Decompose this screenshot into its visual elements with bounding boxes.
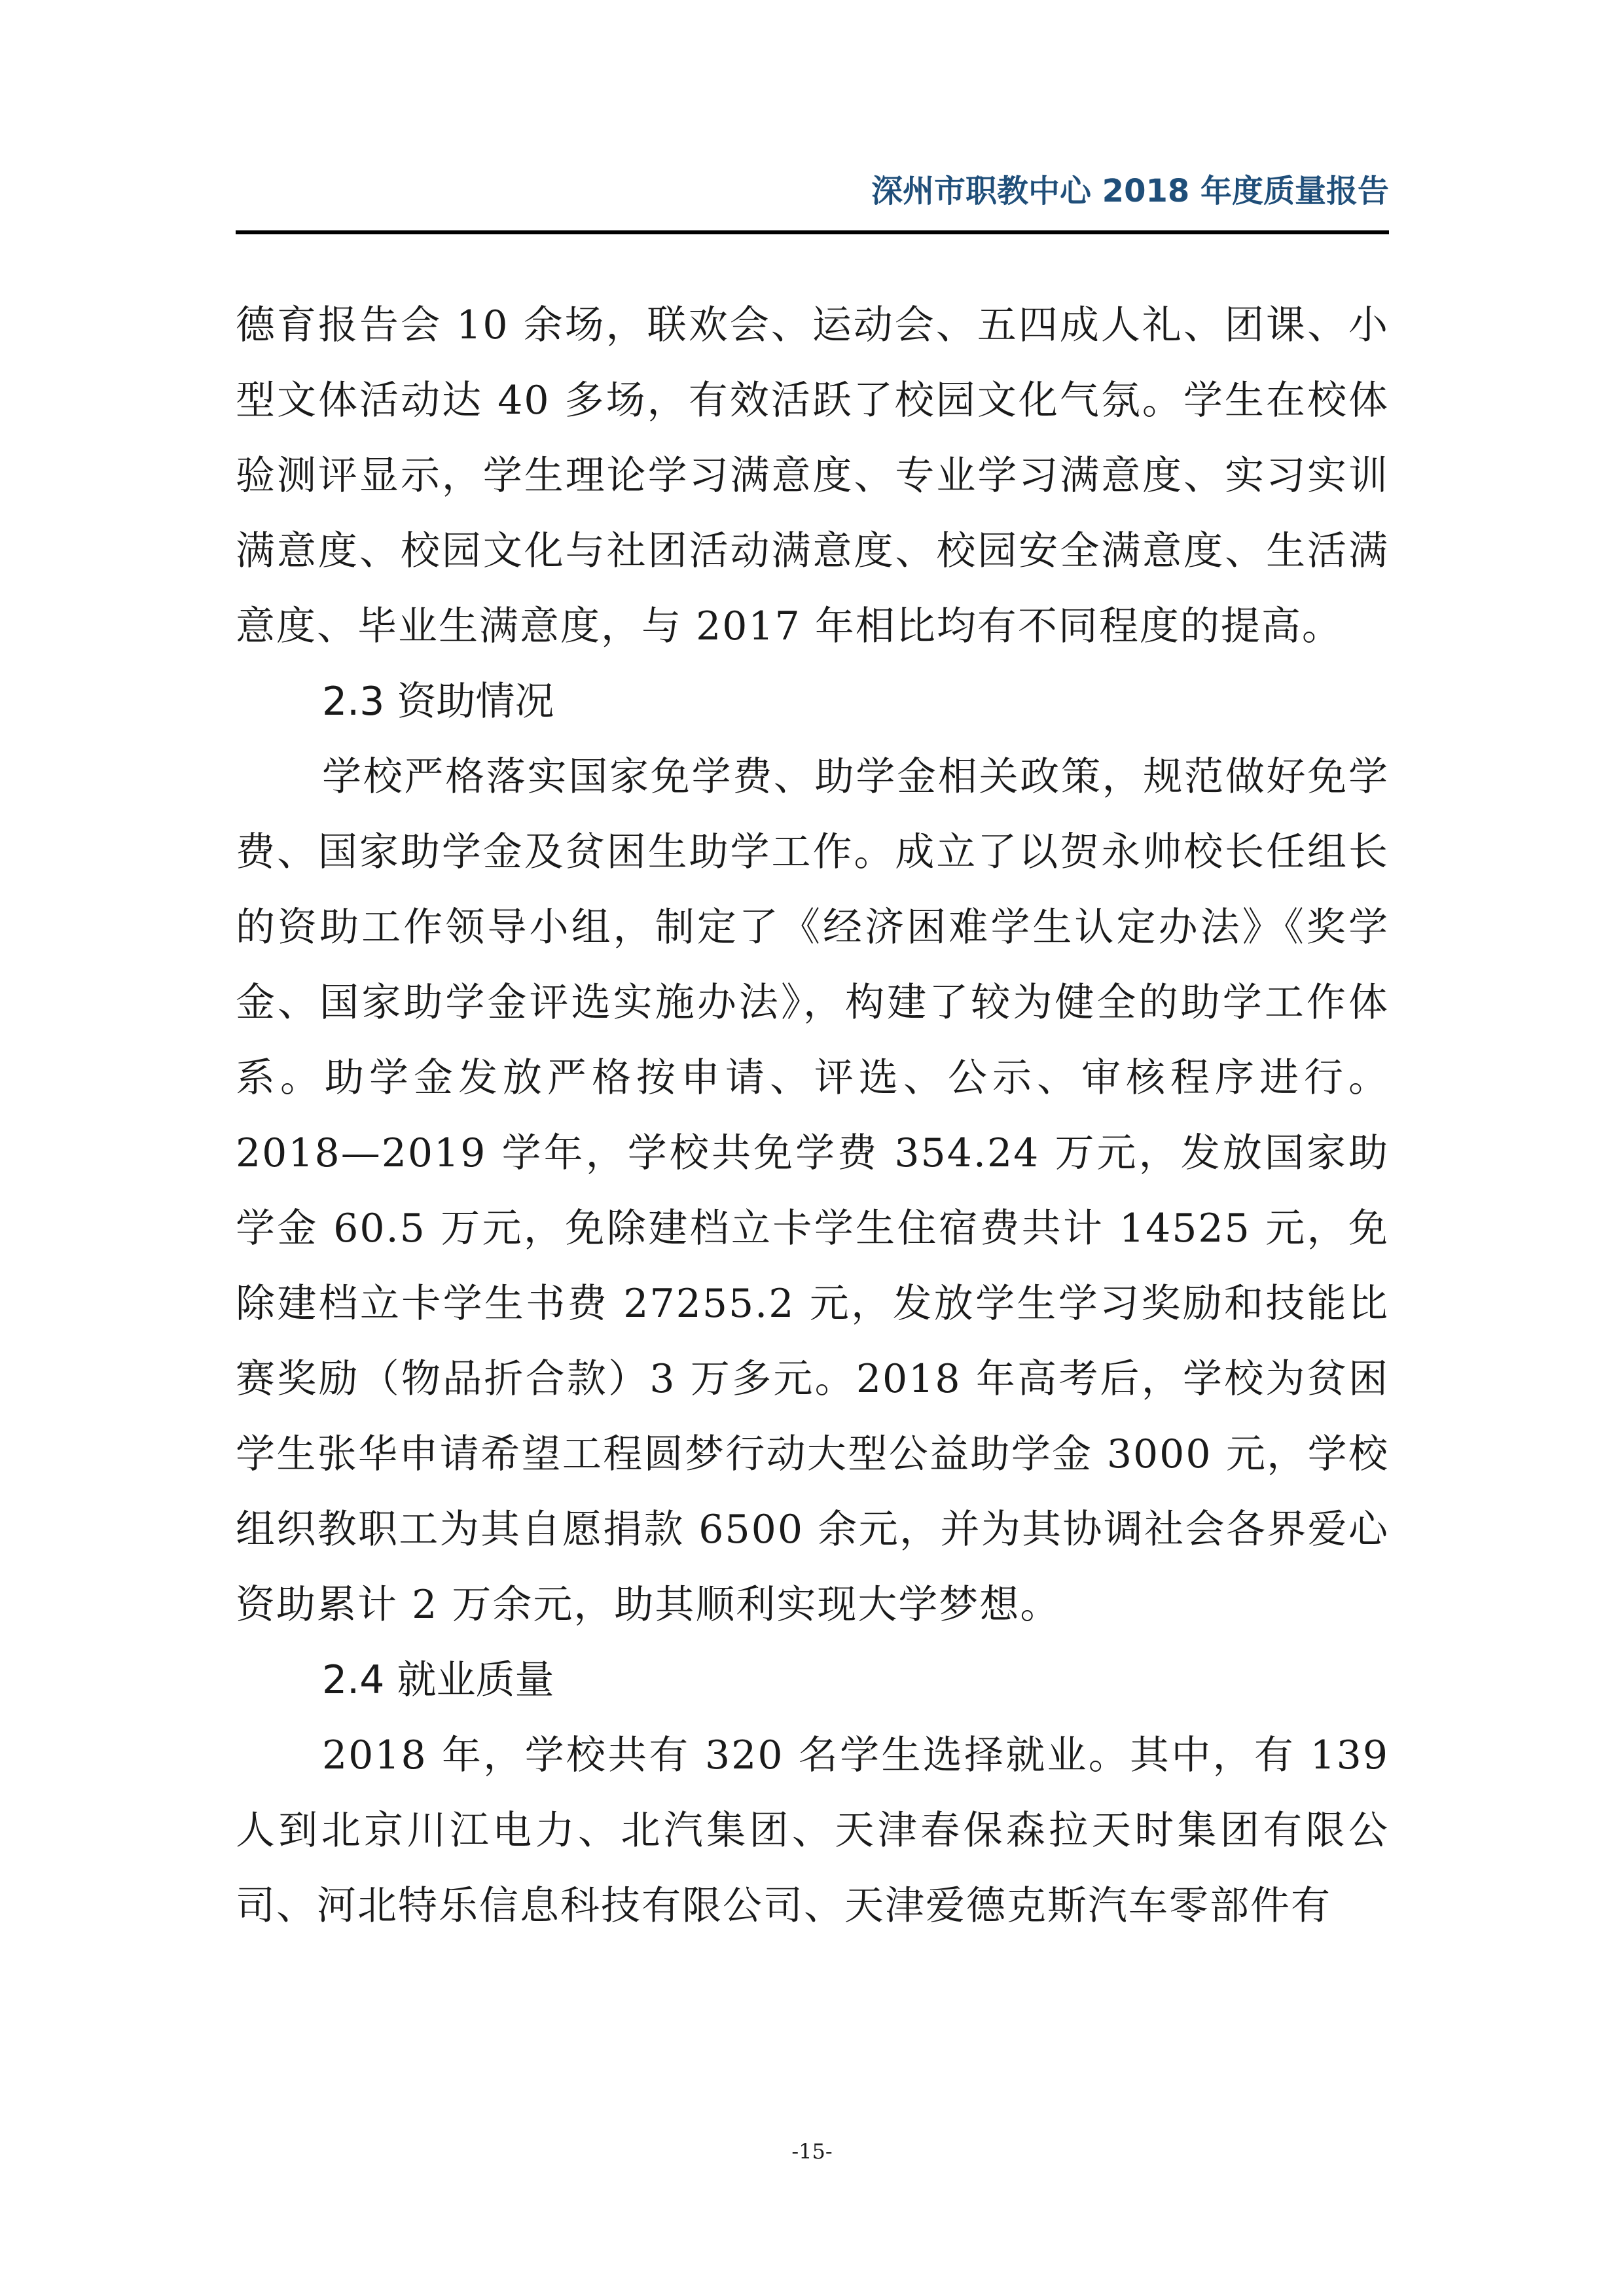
running-header-title: 深州市职教中心 2018 年度质量报告 [871, 173, 1389, 209]
body-paragraph: 德育报告会 10 余场，联欢会、运动会、五四成人礼、团课、小型文体活动达 40 多场，有效活跃了校园文化气氛。学生在校体验测评显示，学生理论学习满意度、专业学习满意度、实习实训满意度、校园文化与社团活动满意度、校园安全满意度、生活满意度、毕业生满意度，与 2017 年相比均有不同程度的提高。 [236, 302, 1389, 649]
header-divider [236, 230, 1389, 234]
body-paragraph: 2018 年，学校共有 320 名学生选择就业。其中，有 139 人到北京川江电力、北汽集团、天津春保森拉天时集团有限公司、河北特乐信息科技有限公司、天津爱德克斯汽车零部件有 [236, 1732, 1389, 1929]
body-content [236, 288, 1389, 1944]
section-heading-2-3: 2.3 资助情况 [322, 679, 554, 725]
page-number: -15- [791, 2139, 833, 2164]
body-paragraph: 学校严格落实国家免学费、助学金相关政策，规范做好免学费、国家助学金及贫困生助学工作。成立了以贺永帅校长任组长的资助工作领导小组，制定了《经济困难学生认定办法》《奖学金、国家助学金评选实施办法》，构建了较为健全的助学工作体系。助学金发放严格按申请、评选、公示、审核程序进行。2018—2019 学年，学校共免学费 354.24 万元，发放国家助学金 60.5 万元，免除建档立卡学生住宿费共计 14525 元，免除建档立卡学生书费 27255.2 元，发放学生学习奖励和技能比赛奖励（物品折合款）3 万多元。2018 年高考后，学校为贫困学生张华申请希望工程圆梦行动大型公益助学金 3000 元，学校组织教职工为其自愿捐款 6500 余元，并为其协调社会各界爱心资助累计 2 万余元，助其顺利实现大学梦想。 [236, 754, 1389, 1628]
section-heading-2-4: 2.4 就业质量 [322, 1657, 554, 1703]
